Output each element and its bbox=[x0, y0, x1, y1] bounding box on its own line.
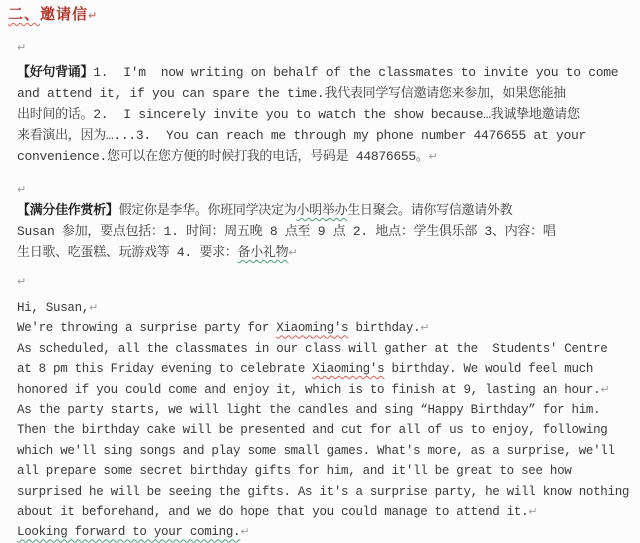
text-line bbox=[17, 461, 640, 481]
text-run: convenience.您可以在您方便的时候打我的电话，号码是 44876655。 bbox=[17, 149, 429, 164]
text-run: Then the birthday cake will be presented and cut for all of us to enjoy, following bbox=[17, 423, 608, 438]
text-line bbox=[17, 104, 640, 125]
paragraph-mark: ↵ bbox=[240, 525, 250, 539]
paragraph-mark: ↵ bbox=[17, 183, 27, 196]
paragraph-mark: ↵ bbox=[420, 321, 430, 335]
text-line bbox=[17, 242, 640, 263]
text-run: 来看演出，因为…...3. You can reach me through my phone number 4476655 at your bbox=[17, 128, 586, 143]
paragraph-mark: ↵ bbox=[428, 150, 438, 163]
text-line bbox=[17, 359, 640, 379]
text-run: We're throwing a surprise party for bbox=[17, 321, 277, 336]
paragraph-mark: ↵ bbox=[88, 9, 99, 22]
text-line bbox=[17, 221, 640, 242]
text-run: at 8 pm this Friday evening to celebrate bbox=[17, 362, 313, 377]
model-essay-prompt-paragraph bbox=[17, 200, 640, 263]
text-line bbox=[17, 380, 640, 400]
text-line bbox=[17, 420, 640, 440]
text-run: 备小礼物 bbox=[237, 245, 289, 260]
text-line bbox=[17, 482, 640, 502]
section-heading bbox=[8, 5, 640, 26]
text-run: 邀请信 bbox=[40, 7, 89, 24]
text-line bbox=[17, 125, 640, 146]
text-line bbox=[17, 298, 640, 318]
text-run: 生日歌、吃蛋糕、玩游戏等 4. 要求： bbox=[17, 245, 238, 260]
text-run: about it beforehand, and we do hope that you could manage to attend it. bbox=[17, 505, 529, 520]
good-sentences-paragraph bbox=[17, 62, 640, 167]
text-run: Hi, Susan, bbox=[17, 301, 90, 315]
document-page bbox=[0, 5, 640, 543]
text-line bbox=[17, 200, 640, 221]
paragraph-mark: ↵ bbox=[17, 41, 27, 54]
text-run: honored if you could come and enjoy it, which is to finish at 9, lasting an hour. bbox=[17, 382, 601, 397]
text-line bbox=[17, 441, 640, 461]
text-line bbox=[17, 502, 640, 522]
section-label: 【满分佳作赏析】 bbox=[17, 203, 119, 218]
text-run: Looking forward to your coming. bbox=[17, 525, 241, 540]
empty-paragraph-mark bbox=[17, 38, 640, 58]
empty-paragraph-mark bbox=[17, 272, 640, 292]
paragraph-mark: ↵ bbox=[600, 382, 610, 396]
paragraph-mark: ↵ bbox=[288, 246, 298, 259]
text-run: Xiaoming's bbox=[312, 362, 385, 377]
text-run: As the party starts, we will light the candles and sing “Happy Birthday” for him. bbox=[17, 403, 601, 418]
empty-paragraph-mark bbox=[17, 180, 640, 200]
text-line bbox=[17, 400, 640, 420]
text-run: As scheduled, all the classmates in our class will gather at the Students' Centre bbox=[17, 341, 608, 356]
text-run: 二、 bbox=[8, 7, 41, 24]
text-line bbox=[17, 146, 640, 167]
text-run: which we'll sing songs and play some small games. What's more, as a surprise, we'll bbox=[17, 443, 615, 458]
text-run: 假定你是李华。你班同学决定为 bbox=[118, 203, 297, 218]
text-run: birthday. bbox=[348, 321, 421, 336]
paragraph-mark: ↵ bbox=[528, 505, 538, 519]
section-label: 【好句背诵】 bbox=[17, 65, 94, 80]
text-run: Susan 参加，要点包括：1. 时间：周五晚 8 点至 9 点 2. 地点：学生俱乐部 3、内容：唱 bbox=[17, 224, 556, 239]
text-run: surprised he will be seeing the gifts. As it's a surprise party, he will know nothing bbox=[17, 484, 630, 499]
text-run: Xiaoming's bbox=[276, 321, 349, 336]
paragraph-mark: ↵ bbox=[17, 275, 27, 288]
text-run: 出时间的话。2. I sincerely invite you to watch the show because…我诚挚地邀请您 bbox=[17, 107, 580, 122]
text-run: 1. I'm now writing on behalf of the classmates to invite you to come bbox=[93, 65, 619, 80]
paragraph-mark: ↵ bbox=[89, 301, 98, 314]
text-line bbox=[17, 62, 640, 83]
text-run: and attend it, if you can spare the time.我代表同学写信邀请您来参加，如果您能抽 bbox=[17, 86, 566, 101]
text-run: birthday. We would feel much bbox=[384, 362, 594, 377]
text-run: 小明举办 bbox=[296, 203, 348, 218]
text-line bbox=[17, 318, 640, 338]
text-line bbox=[17, 339, 640, 359]
text-run: 生日聚会。请你写信邀请外教 bbox=[347, 203, 513, 218]
text-run: all prepare some secret birthday gifts for him, and it'll be great to see how bbox=[17, 464, 572, 479]
letter-body bbox=[17, 298, 640, 543]
text-line bbox=[17, 522, 640, 542]
text-line bbox=[17, 83, 640, 104]
